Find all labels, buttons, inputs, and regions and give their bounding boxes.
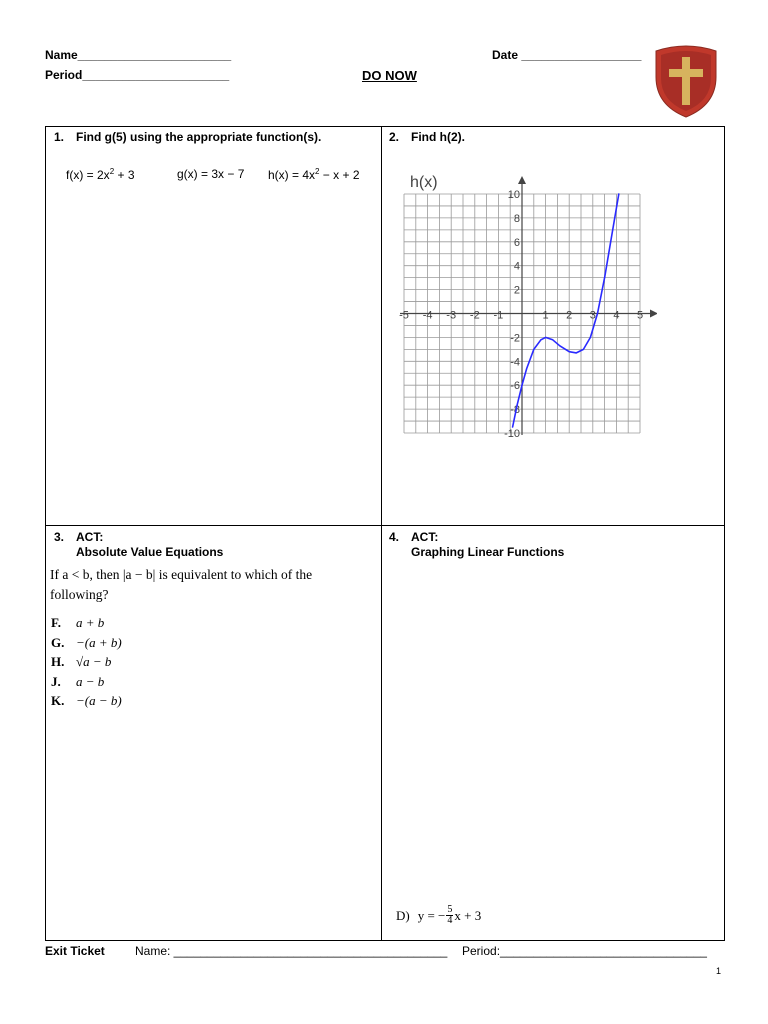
q1-prompt: Find g(5) using the appropriate function(s). — [76, 130, 322, 144]
y-tick-label: 8 — [513, 212, 520, 225]
q3-act-label: ACT: — [76, 530, 104, 544]
q3-option-text: a + b — [76, 615, 105, 630]
date-line[interactable]: Date __________________ — [492, 48, 642, 62]
q4-frac-denominator: 4 — [447, 915, 453, 926]
q3-option-letter: H. — [51, 654, 65, 669]
q1-g-function: g(x) = 3x − 7 — [177, 167, 245, 181]
q4-answer-d — [396, 905, 481, 926]
q1-h-function: $h(x) = 4x^2 - x + 2$ — [268, 167, 360, 182]
y-tick-label: 4 — [513, 260, 520, 273]
q3-stem-line1: If a < b, then |a − b| is equivalent to which of the — [50, 567, 313, 582]
period-line[interactable]: Period______________________ — [45, 68, 230, 82]
y-tick-label: -8 — [510, 404, 520, 417]
name-line[interactable]: Name_______________________ — [45, 48, 232, 62]
q4-number: 4. — [389, 530, 400, 544]
x-tick-label: -1 — [493, 309, 504, 322]
q1-number: 1. — [54, 130, 65, 144]
y-tick-label: -2 — [510, 332, 520, 345]
y-tick-label: -10 — [504, 428, 520, 440]
q2-number: 2. — [389, 130, 400, 144]
x-tick-label: -3 — [446, 309, 457, 322]
x-tick-label: 3 — [589, 309, 596, 322]
q3-option-letter: F. — [51, 615, 61, 630]
column-divider — [381, 127, 382, 940]
y-tick-label: -6 — [510, 380, 520, 393]
y-tick-label: 10 — [507, 189, 520, 201]
exit-ticket-label: Exit Ticket — [45, 944, 105, 958]
q3-stem-line2: following? — [50, 587, 109, 602]
x-axis-arrow — [650, 310, 657, 318]
page-number: 1 — [716, 966, 722, 976]
school-crest-logo — [652, 43, 720, 119]
y-tick-label: 6 — [513, 236, 520, 249]
q3-topic: Absolute Value Equations — [76, 545, 224, 559]
q3-option-text: a − b — [76, 673, 105, 689]
x-tick-label: 1 — [542, 309, 549, 322]
q3-option-letter: G. — [51, 634, 65, 650]
graph-title: h(x) — [410, 174, 438, 191]
q4-answer-rhs: x + 3 — [454, 907, 482, 923]
q3-option-text: √a − b — [76, 654, 112, 669]
q3-option-text: −(a − b) — [76, 693, 122, 708]
exit-name-line[interactable]: Name: _________________________________________ — [135, 944, 448, 958]
x-tick-label: -5 — [399, 309, 409, 322]
q4-topic: Graphing Linear Functions — [411, 545, 565, 559]
x-tick-label: -4 — [422, 309, 433, 322]
q3-option-letter: K. — [51, 693, 65, 708]
x-tick-label: 5 — [636, 309, 644, 322]
q4-answer-letter: D) — [396, 907, 410, 923]
q3-number: 3. — [54, 530, 65, 544]
x-tick-label: 2 — [566, 309, 573, 322]
y-tick-label: -4 — [510, 356, 520, 369]
hx-graph — [392, 165, 657, 440]
y-axis-arrow — [518, 176, 526, 184]
q3-option-letter: J. — [51, 673, 61, 689]
page-title: DO NOW — [362, 68, 417, 83]
q4-answer-lhs: y = − — [417, 907, 446, 923]
q3-option-text: −(a + b) — [76, 634, 122, 650]
x-tick-label: -2 — [469, 309, 480, 322]
row-divider — [46, 525, 724, 526]
q4-fraction — [446, 905, 453, 926]
y-tick-label: 2 — [513, 284, 520, 297]
q1-f-function: $f(x) = 2x^2 + 3$ — [66, 167, 135, 182]
q4-act-label: ACT: — [411, 530, 439, 544]
x-tick-label: 4 — [613, 309, 620, 322]
q2-prompt: Find h(2). — [411, 130, 465, 144]
exit-period-line[interactable]: Period:_______________________________ — [462, 944, 707, 958]
q4-frac-numerator: 5 — [447, 904, 453, 915]
